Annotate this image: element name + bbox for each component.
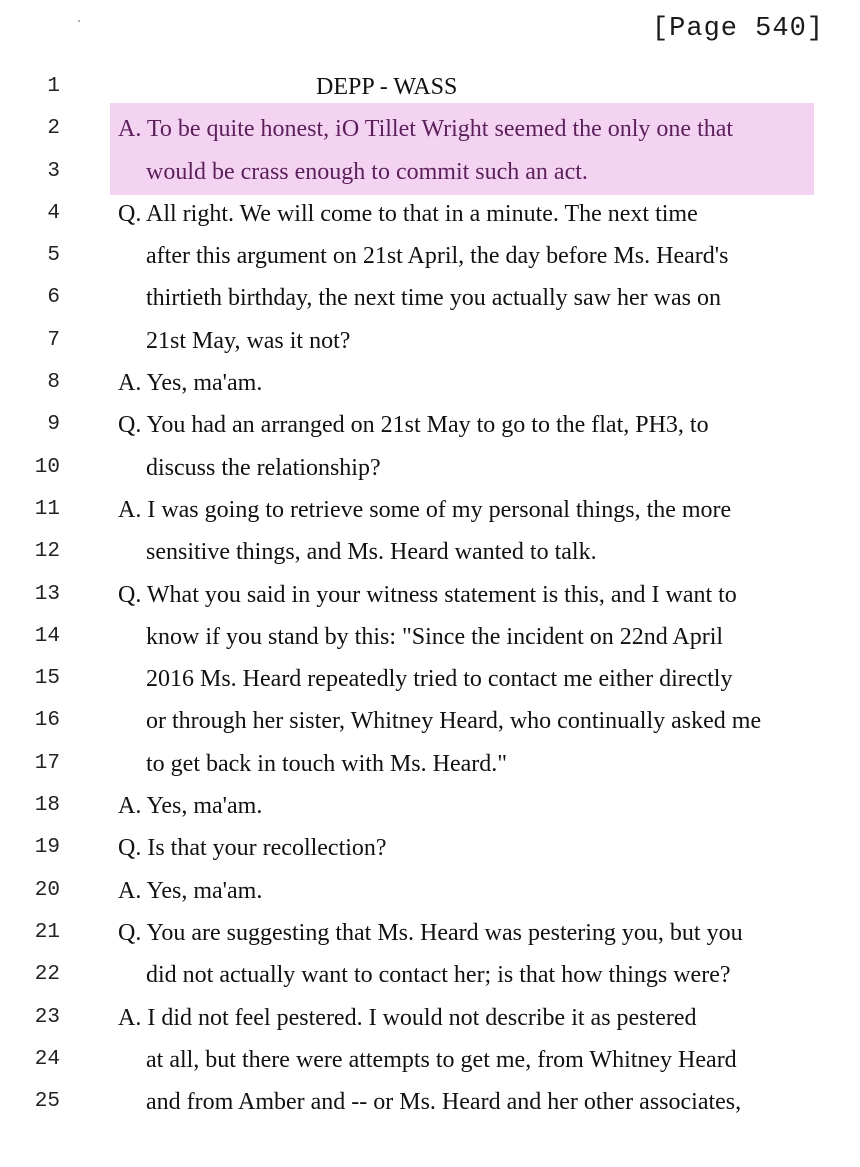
line-number: 4: [47, 201, 60, 225]
line-number: 6: [47, 286, 60, 310]
line-number: 9: [47, 413, 60, 437]
transcript-line: [0, 1039, 860, 1081]
transcript-line: [0, 531, 860, 573]
transcript-line: [0, 151, 860, 193]
line-number: 11: [34, 497, 60, 521]
line-text: 21st May, was it not?: [146, 327, 351, 354]
transcript-line: [0, 277, 860, 319]
line-text: would be crass enough to commit such an act.: [146, 158, 588, 185]
transcript-line: [0, 574, 860, 616]
line-text: A. Yes, ma'am.: [118, 793, 263, 820]
line-number: 14: [34, 624, 60, 648]
line-text: know if you stand by this: "Since the incident on 22nd April: [146, 623, 724, 650]
transcript-line: [0, 489, 860, 531]
transcript-line: [0, 954, 860, 996]
line-number: 1: [47, 75, 60, 98]
line-text: A. Yes, ma'am.: [118, 877, 263, 904]
line-number: 18: [34, 794, 60, 818]
transcript-line: [0, 743, 860, 785]
line-text: Q. All right. We will come to that in a minute. The next time: [118, 200, 698, 227]
line-number: 22: [34, 963, 60, 987]
line-number: 17: [34, 751, 60, 775]
line-text: discuss the relationship?: [146, 454, 381, 481]
line-number: 20: [34, 878, 60, 902]
transcript-line: [0, 447, 860, 489]
line-text: thirtieth birthday, the next time you actually saw her was on: [146, 285, 721, 312]
transcript-line: [0, 362, 860, 404]
transcript-line: [0, 870, 860, 912]
line-number: 10: [34, 455, 60, 479]
transcript-line: [0, 658, 860, 700]
line-number: 3: [47, 159, 60, 183]
line-text: Q. What you said in your witness statement is this, and I want to: [118, 581, 737, 608]
line-number: 13: [34, 582, 60, 606]
line-text: A. Yes, ma'am.: [118, 370, 263, 397]
line-number: 23: [34, 1005, 60, 1029]
line-number: 12: [34, 540, 60, 564]
line-text: Q. Is that your recollection?: [118, 835, 387, 862]
line-text: Q. You are suggesting that Ms. Heard was pestering you, but you: [118, 919, 743, 946]
line-number: 7: [47, 328, 60, 352]
transcript-line: [0, 66, 860, 108]
line-text: at all, but there were attempts to get me, from Whitney Heard: [146, 1046, 737, 1073]
transcript-line: [0, 108, 860, 150]
case-title: DEPP - WASS: [316, 74, 458, 100]
transcript-line: [0, 616, 860, 658]
line-text: to get back in touch with Ms. Heard.": [146, 750, 508, 777]
line-text: A. I did not feel pestered. I would not describe it as pestered: [118, 1004, 697, 1031]
line-text: did not actually want to contact her; is that how things were?: [146, 962, 731, 989]
transcript-line: [0, 912, 860, 954]
line-text: A. I was going to retrieve some of my personal things, the more: [118, 496, 732, 523]
transcript-line: [0, 1081, 860, 1123]
line-number: 5: [47, 244, 60, 268]
scan-speck: [78, 20, 80, 22]
transcript-line: [0, 997, 860, 1039]
line-number: 16: [34, 709, 60, 733]
line-text: A. To be quite honest, iO Tillet Wright seemed the only one that: [118, 116, 734, 143]
transcript-body: [0, 66, 860, 1123]
transcript-line: [0, 193, 860, 235]
transcript-line: [0, 404, 860, 446]
transcript-line: [0, 320, 860, 362]
line-text: sensitive things, and Ms. Heard wanted to talk.: [146, 539, 597, 566]
line-text: or through her sister, Whitney Heard, who continually asked me: [146, 708, 762, 735]
transcript-line: [0, 235, 860, 277]
line-number: 2: [47, 117, 60, 141]
line-text: after this argument on 21st April, the day before Ms. Heard's: [146, 243, 729, 270]
line-number: 25: [34, 1090, 60, 1114]
line-number: 15: [34, 667, 60, 691]
transcript-line: [0, 785, 860, 827]
line-text: 2016 Ms. Heard repeatedly tried to contact me either directly: [146, 666, 733, 693]
transcript-line: [0, 827, 860, 869]
line-number: 24: [34, 1047, 60, 1071]
line-number: 19: [34, 836, 60, 860]
line-number: 21: [34, 920, 60, 944]
line-text: Q. You had an arranged on 21st May to go to the flat, PH3, to: [118, 412, 709, 439]
transcript-line: [0, 700, 860, 742]
line-text: and from Amber and -- or Ms. Heard and her other associates,: [146, 1089, 742, 1116]
line-number: 8: [47, 371, 60, 395]
page-number-label: [Page 540]: [651, 14, 824, 44]
